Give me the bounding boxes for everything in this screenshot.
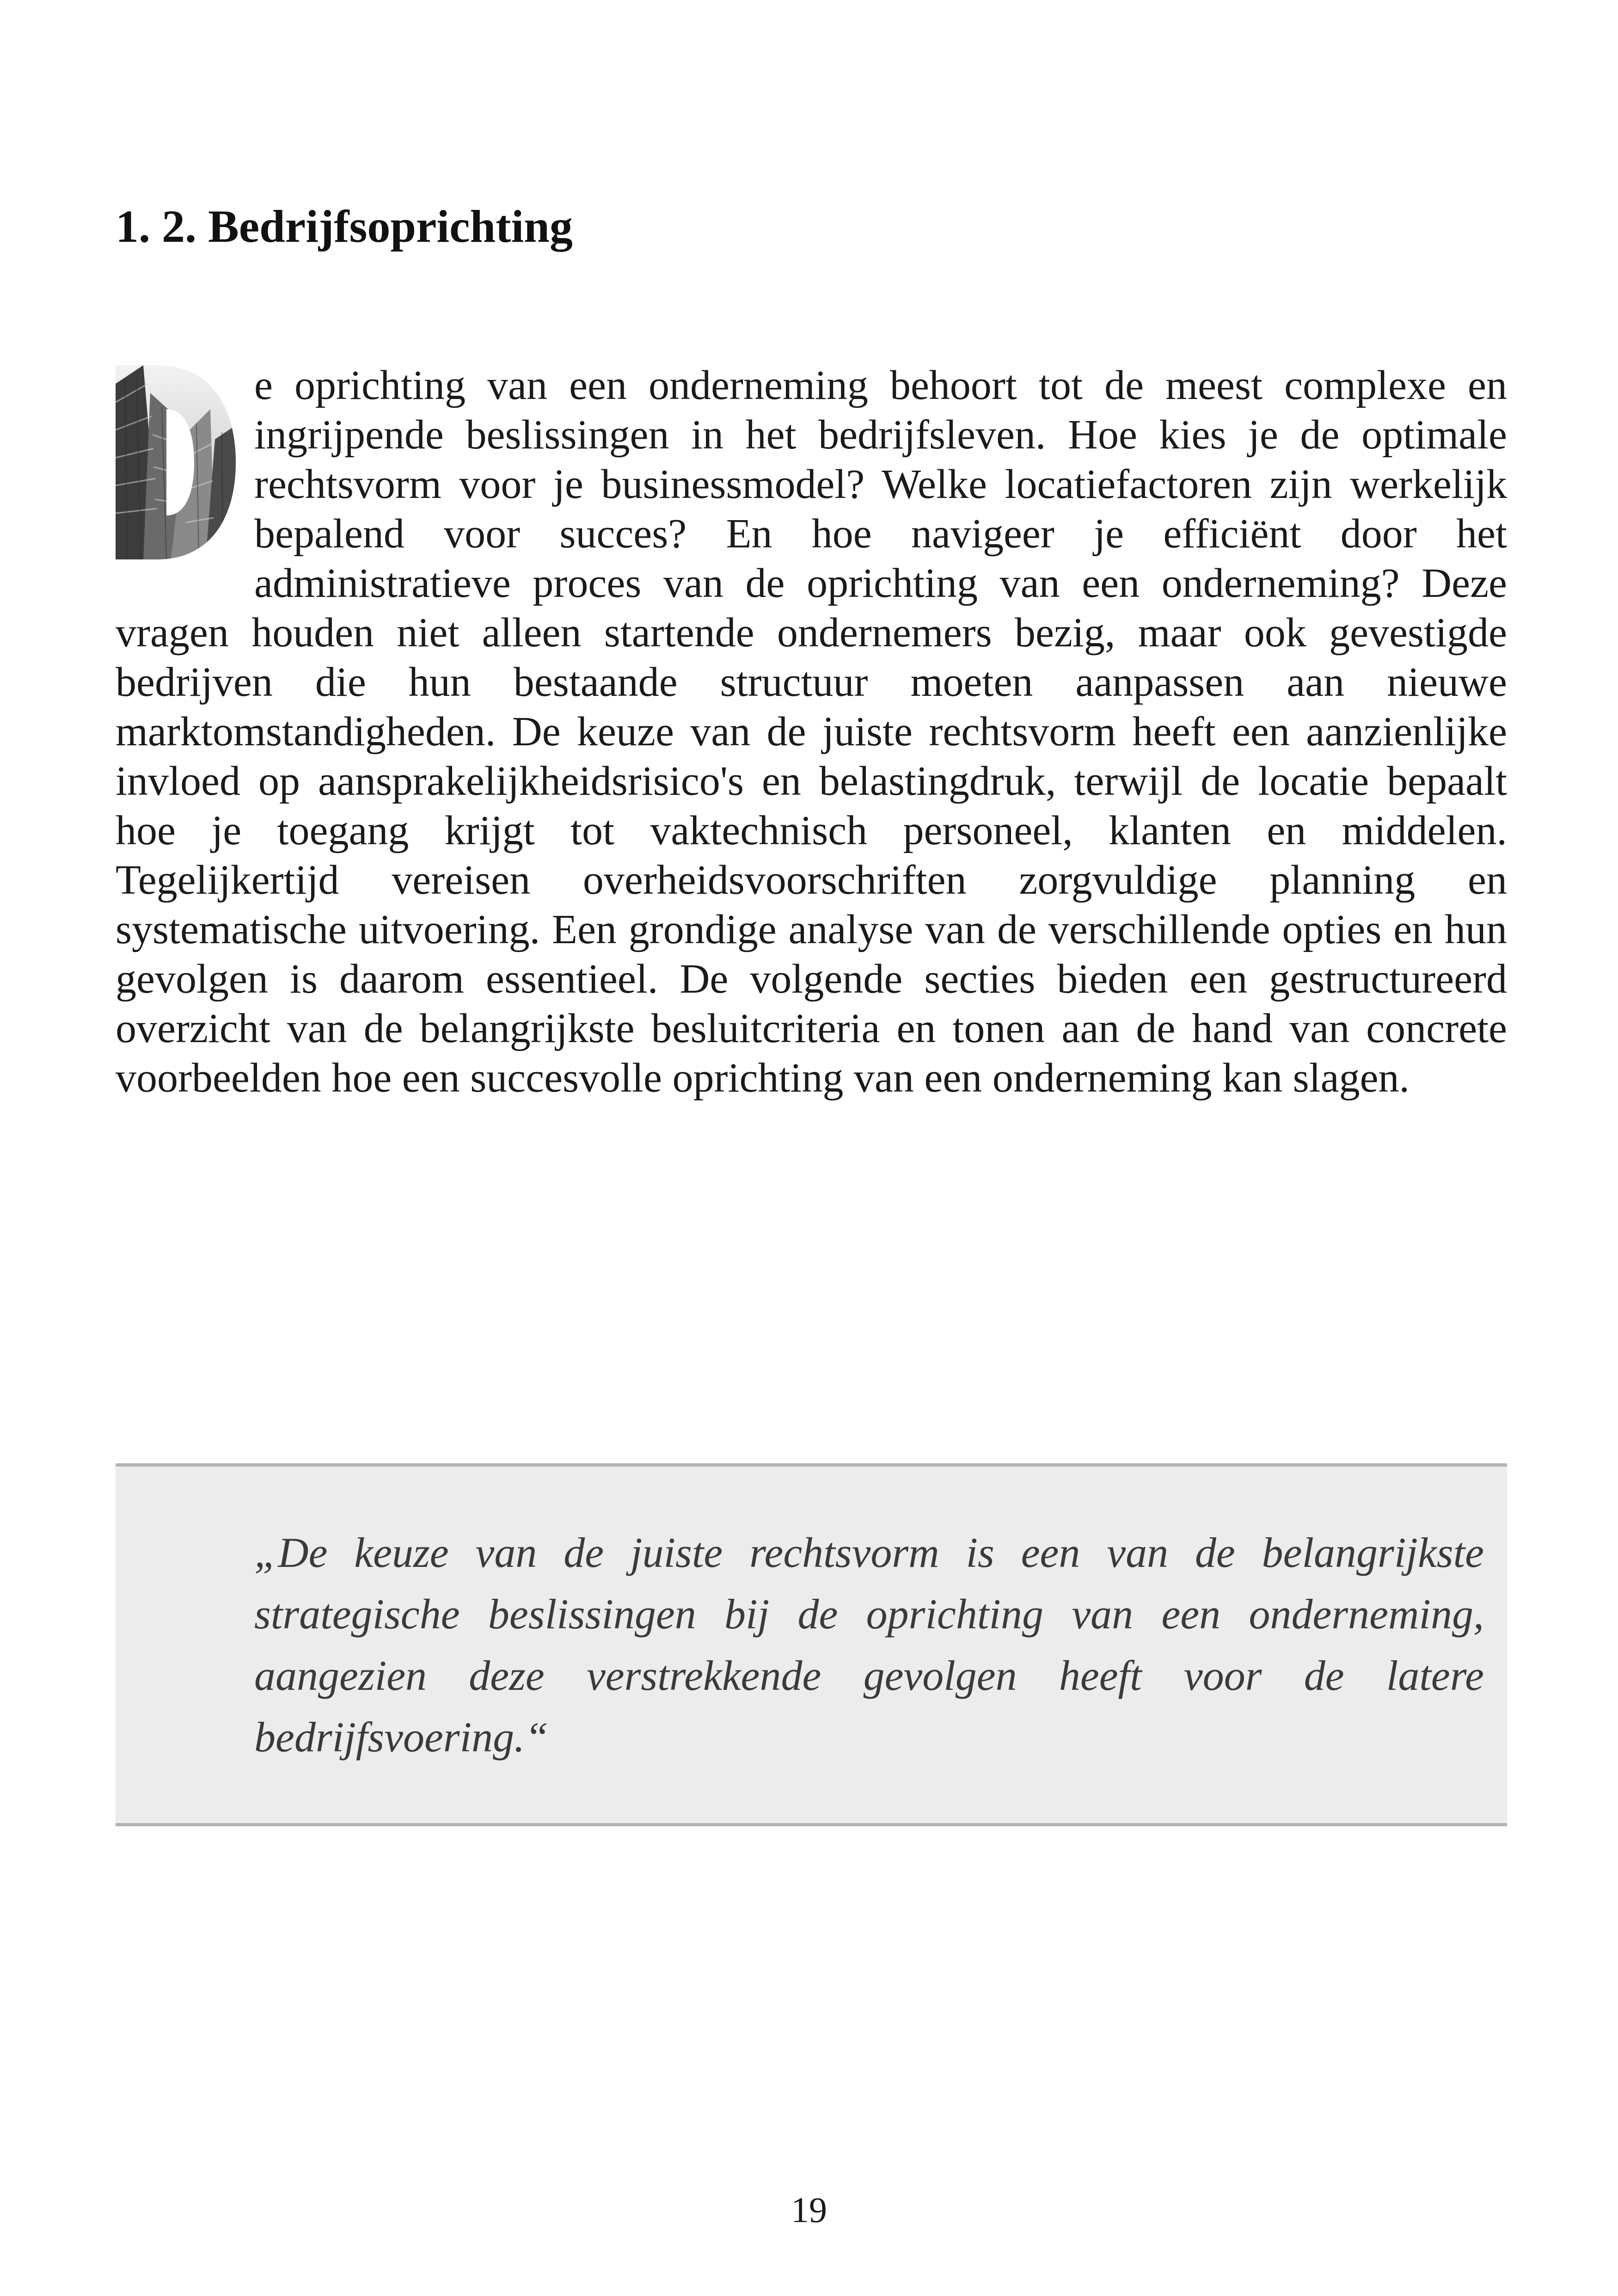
page-title: 1. 2. Bedrijfsoprichting (116, 201, 573, 252)
quote-text: „De keuze van de juiste rechtsvorm is een van de belangrijkste strategische beslissingen bij de oprichting van een onderneming, aangezien deze verstrekkende gevolgen heeft voor de latere bedrijfsvoering.“ (254, 1529, 1484, 1761)
quote-box (116, 1463, 1507, 1826)
drop-cap-letter-d (116, 365, 236, 559)
page-number: 19 (791, 2190, 827, 2230)
body-paragraph (116, 361, 1507, 1103)
body-text: e oprichting van een onderneming behoort tot de meest complexe en ingrijpende beslissingen in het bedrijfsleven. Hoe kies je de optimale rechtsvorm voor je businessmodel? Welke locatiefactoren zijn werkelijk bepalend voor succes? En hoe navigeer je efficiënt door het administratieve proces van de oprichting van een onderneming? Deze vragen houden niet alleen startende ondernemers bezig, maar ook gevestigde bedrijven die hun bestaande structuur moeten aanpassen aan nieuwe marktomstandigheden. De keuze van de juiste rechtsvorm heeft een aanzienlijke invloed op aansprakelijkheidsrisico's en belastingdruk, terwijl de locatie bepaalt hoe je toegang krijgt tot vaktechnisch personeel, klanten en middelen. Tegelijkertijd vereisen overheidsvoorschriften zorgvuldige planning en systematische uitvoering. Een grondige analyse van de verschillende opties en hun gevolgen is daarom essentieel. De volgende secties bieden een gestructureerd overzicht van de belangrijkste besluitcriteria en tonen aan de hand van concrete voorbeelden hoe een succesvolle oprichting van een onderneming kan slagen. (116, 362, 1507, 1101)
drop-cap-image (116, 365, 236, 559)
